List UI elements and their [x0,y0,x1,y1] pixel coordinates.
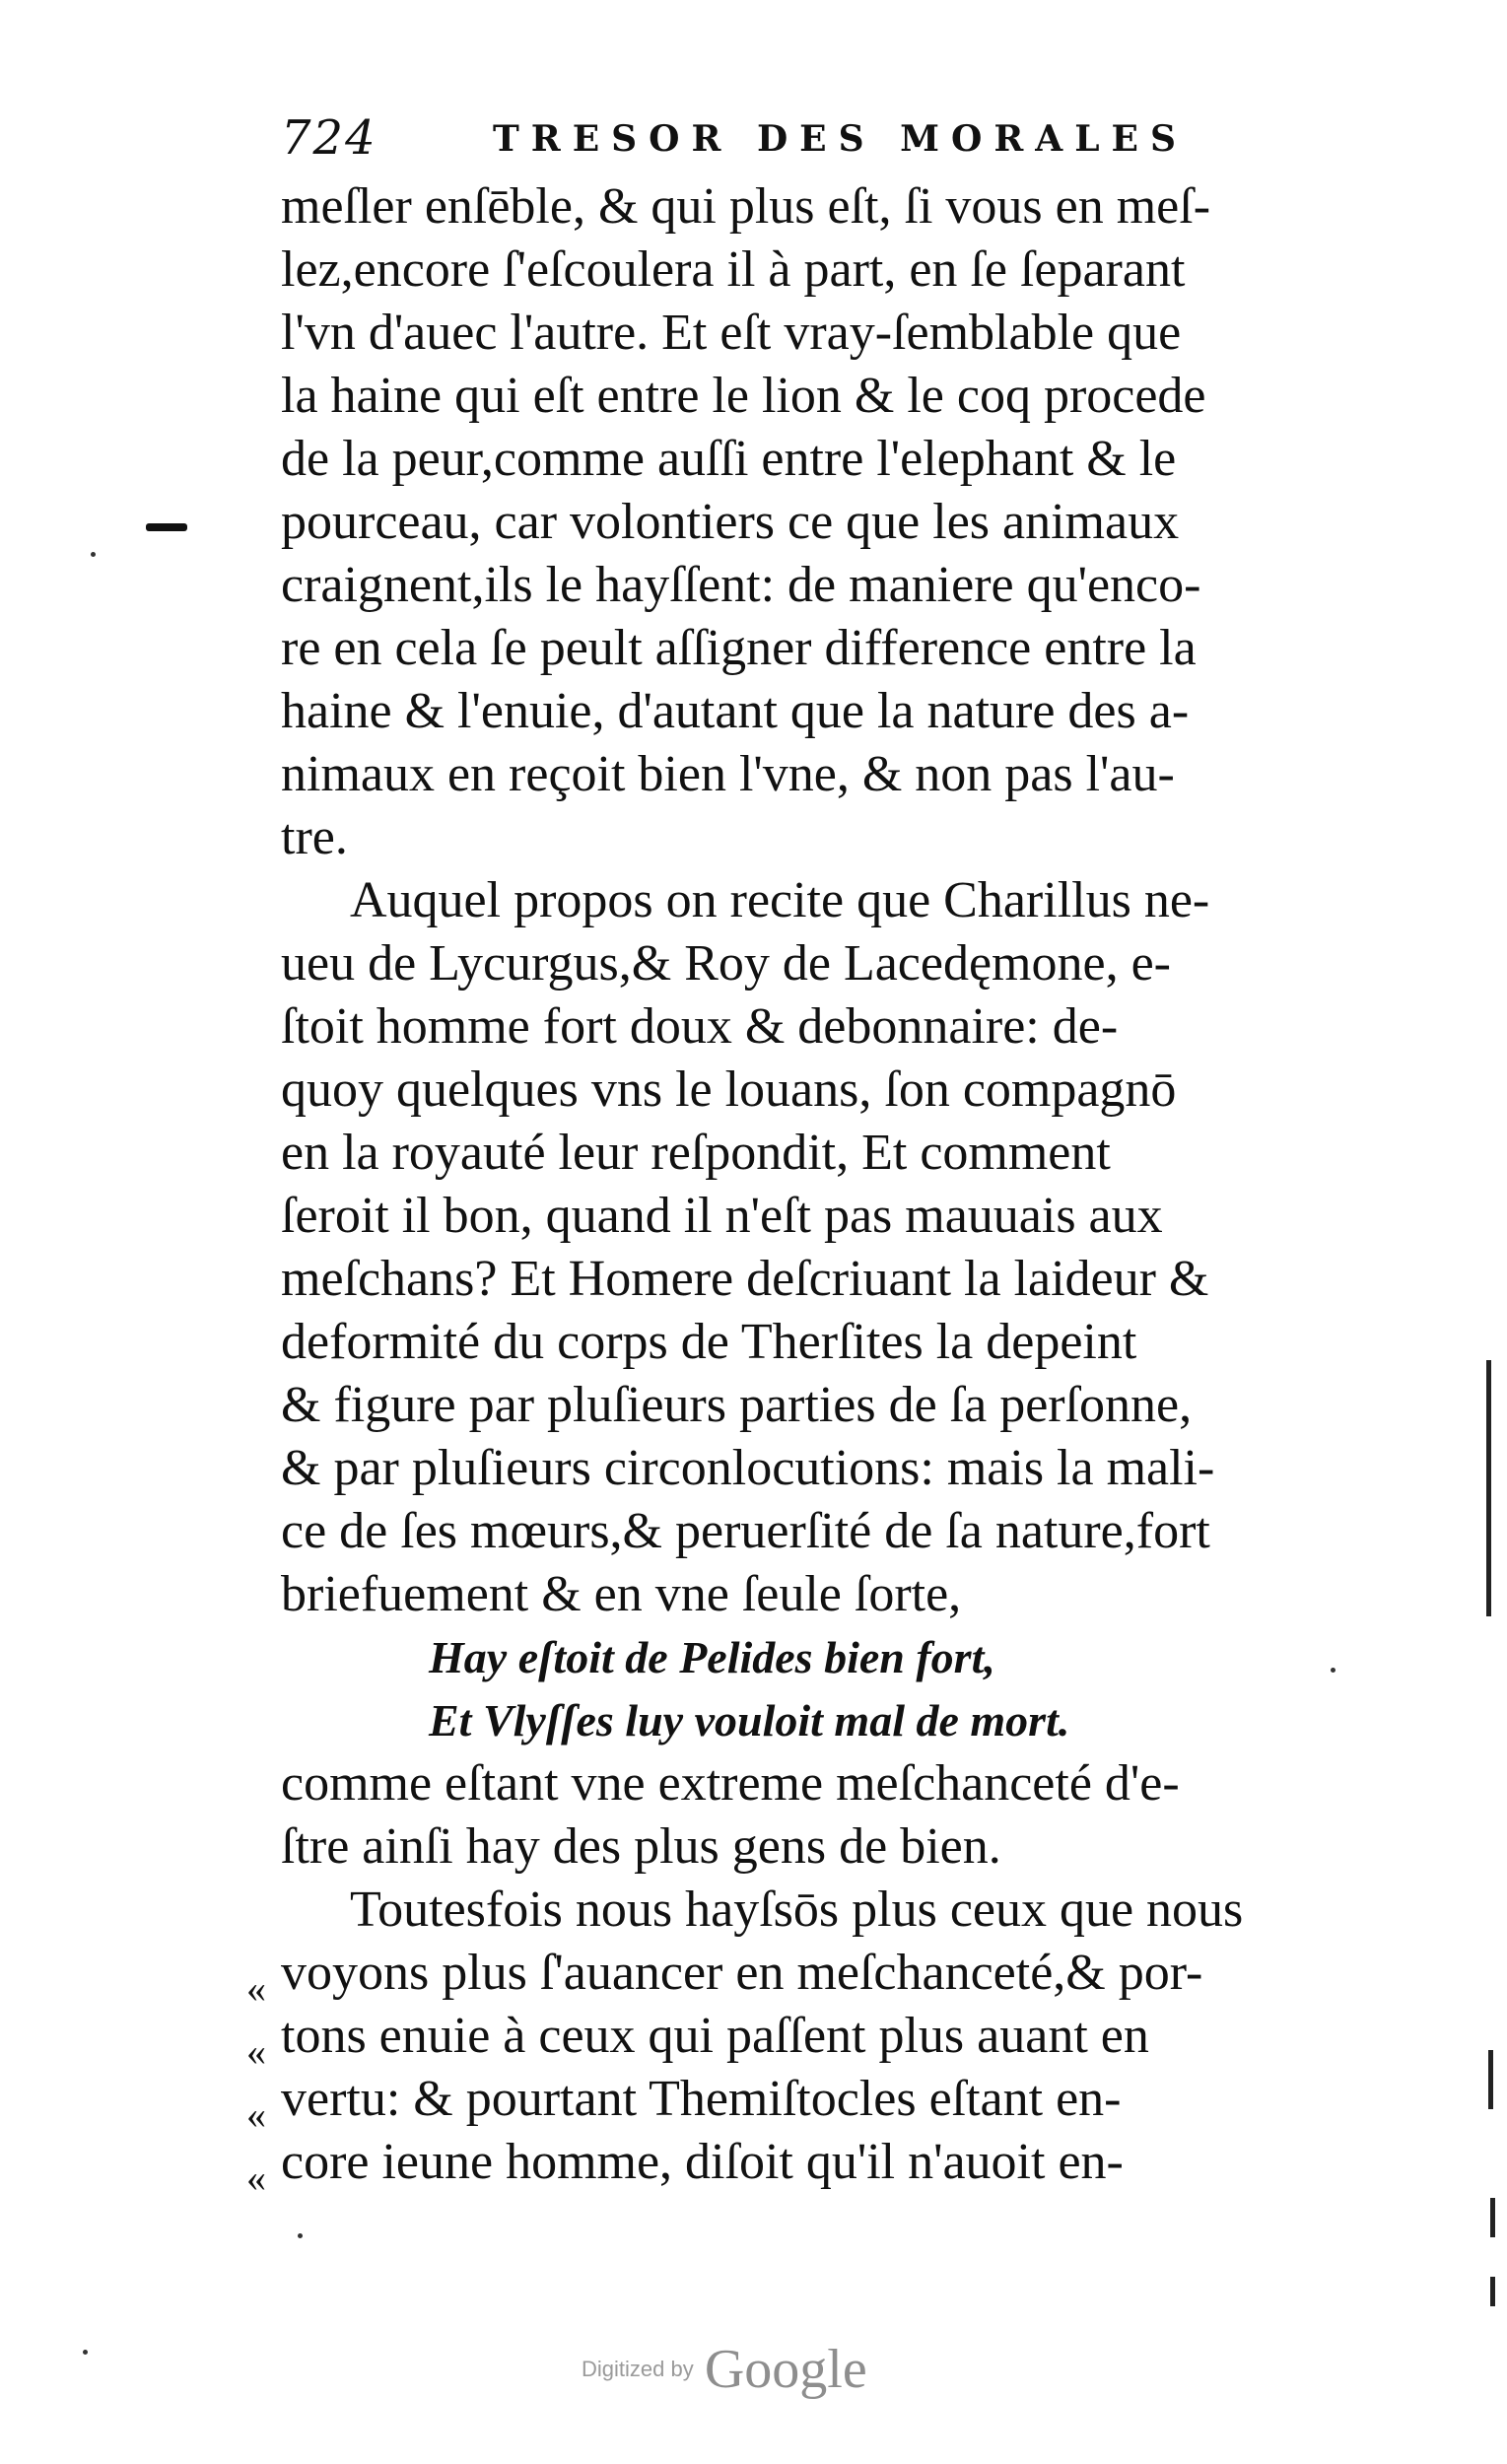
text-line: & par pluſieurs circonlocutions: mais la mali- [281,1440,1215,1496]
page-number: 724 [281,110,377,166]
text-line: de la peur,comme auſſi entre l'elephant & le [281,431,1177,487]
print-speck [298,2233,303,2238]
text-line: & figure par pluſieurs parties de ſa perſonne, [281,1377,1193,1433]
paragraph-start-line: Toutesfois nous hayſsōs plus ceux que nous [350,1882,1244,1938]
text-line: vertu: & pourtant Themiſtocles eſtant en- [281,2071,1122,2127]
text-line: tons enuie à ceux qui paſſent plus auant en [281,2008,1149,2064]
text-line: pourceau, car volontiers ce que les animaux [281,494,1180,550]
watermark-prefix: Digitized by [582,2357,694,2381]
body-text [281,175,1355,2194]
print-speck [1331,1668,1336,1673]
spine-shadow [1488,2050,1493,2109]
text-line: meſler enſēble, & qui plus eſt, ſi vous en meſ- [281,178,1211,235]
spine-shadow [1486,1360,1491,1616]
text-line: la haine qui eſt entre le lion & le coq procede [281,368,1206,424]
digitized-by-google-watermark [582,2338,867,2401]
running-title: TRESOR DES MORALES [493,118,1188,160]
margin-quote-mark: « [246,1966,266,2011]
margin-quote-mark: « [246,2156,266,2200]
margin-dash-mark [146,523,187,531]
print-speck [83,2350,88,2355]
text-line: haine & l'enuie, d'autant que la nature des a- [281,683,1190,739]
verse-line: Hay eſtoit de Pelides bien fort, [429,1632,995,1682]
text-line: deformité du corps de Therſites la depeint [281,1314,1137,1370]
verse-line: Et Vlyſſes luy vouloit mal de mort. [429,1695,1070,1745]
text-line: ueu de Lycurgus,& Roy de Lacedęmone, e- [281,935,1171,992]
margin-quote-mark: « [246,2029,266,2074]
spine-shadow [1490,2277,1495,2306]
text-line: ſtre ainſi hay des plus gens de bien. [281,1818,1001,1875]
text-line: voyons plus ſ'auancer en meſchanceté,& por- [281,1945,1203,2001]
text-line: ſtoit homme fort doux & debonnaire: de- [281,998,1119,1055]
text-line: briefuement & en vne ſeule ſorte, [281,1566,962,1622]
paragraph-start-line: Auquel propos on recite que Charillus ne- [350,872,1210,928]
text-line: en la royauté leur reſpondit, Et comment [281,1125,1111,1181]
google-logo: Google [704,2339,867,2400]
page-header [281,110,1355,170]
text-line: comme eſtant vne extreme meſchanceté d'e- [281,1755,1180,1812]
text-line: ſeroit il bon, quand il n'eſt pas mauuais aux [281,1188,1163,1244]
text-line: meſchans? Et Homere deſcriuant la laideur & [281,1251,1209,1307]
text-line: craignent,ils le hayſſent: de maniere qu'enco- [281,557,1201,613]
text-line: lez,encore ſ'eſcoulera il à part, en ſe ſeparant [281,241,1186,298]
text-line: quoy quelques vns le louans, ſon compagnō [281,1061,1177,1118]
text-line: tre. [281,809,348,865]
margin-quote-mark: « [246,2092,266,2137]
spine-shadow [1490,2198,1495,2237]
text-line: ce de ſes mœurs,& peruerſité de ſa nature,fort [281,1503,1210,1559]
text-line: nimaux en reçoit bien l'vne, & non pas l'au- [281,746,1175,802]
print-speck [91,552,96,557]
text-line: l'vn d'auec l'autre. Et eſt vray-ſemblable que [281,305,1182,361]
text-line: core ieune homme, diſoit qu'il n'auoit en- [281,2134,1124,2190]
text-line: re en cela ſe peult aſſigner difference entre la [281,620,1197,676]
